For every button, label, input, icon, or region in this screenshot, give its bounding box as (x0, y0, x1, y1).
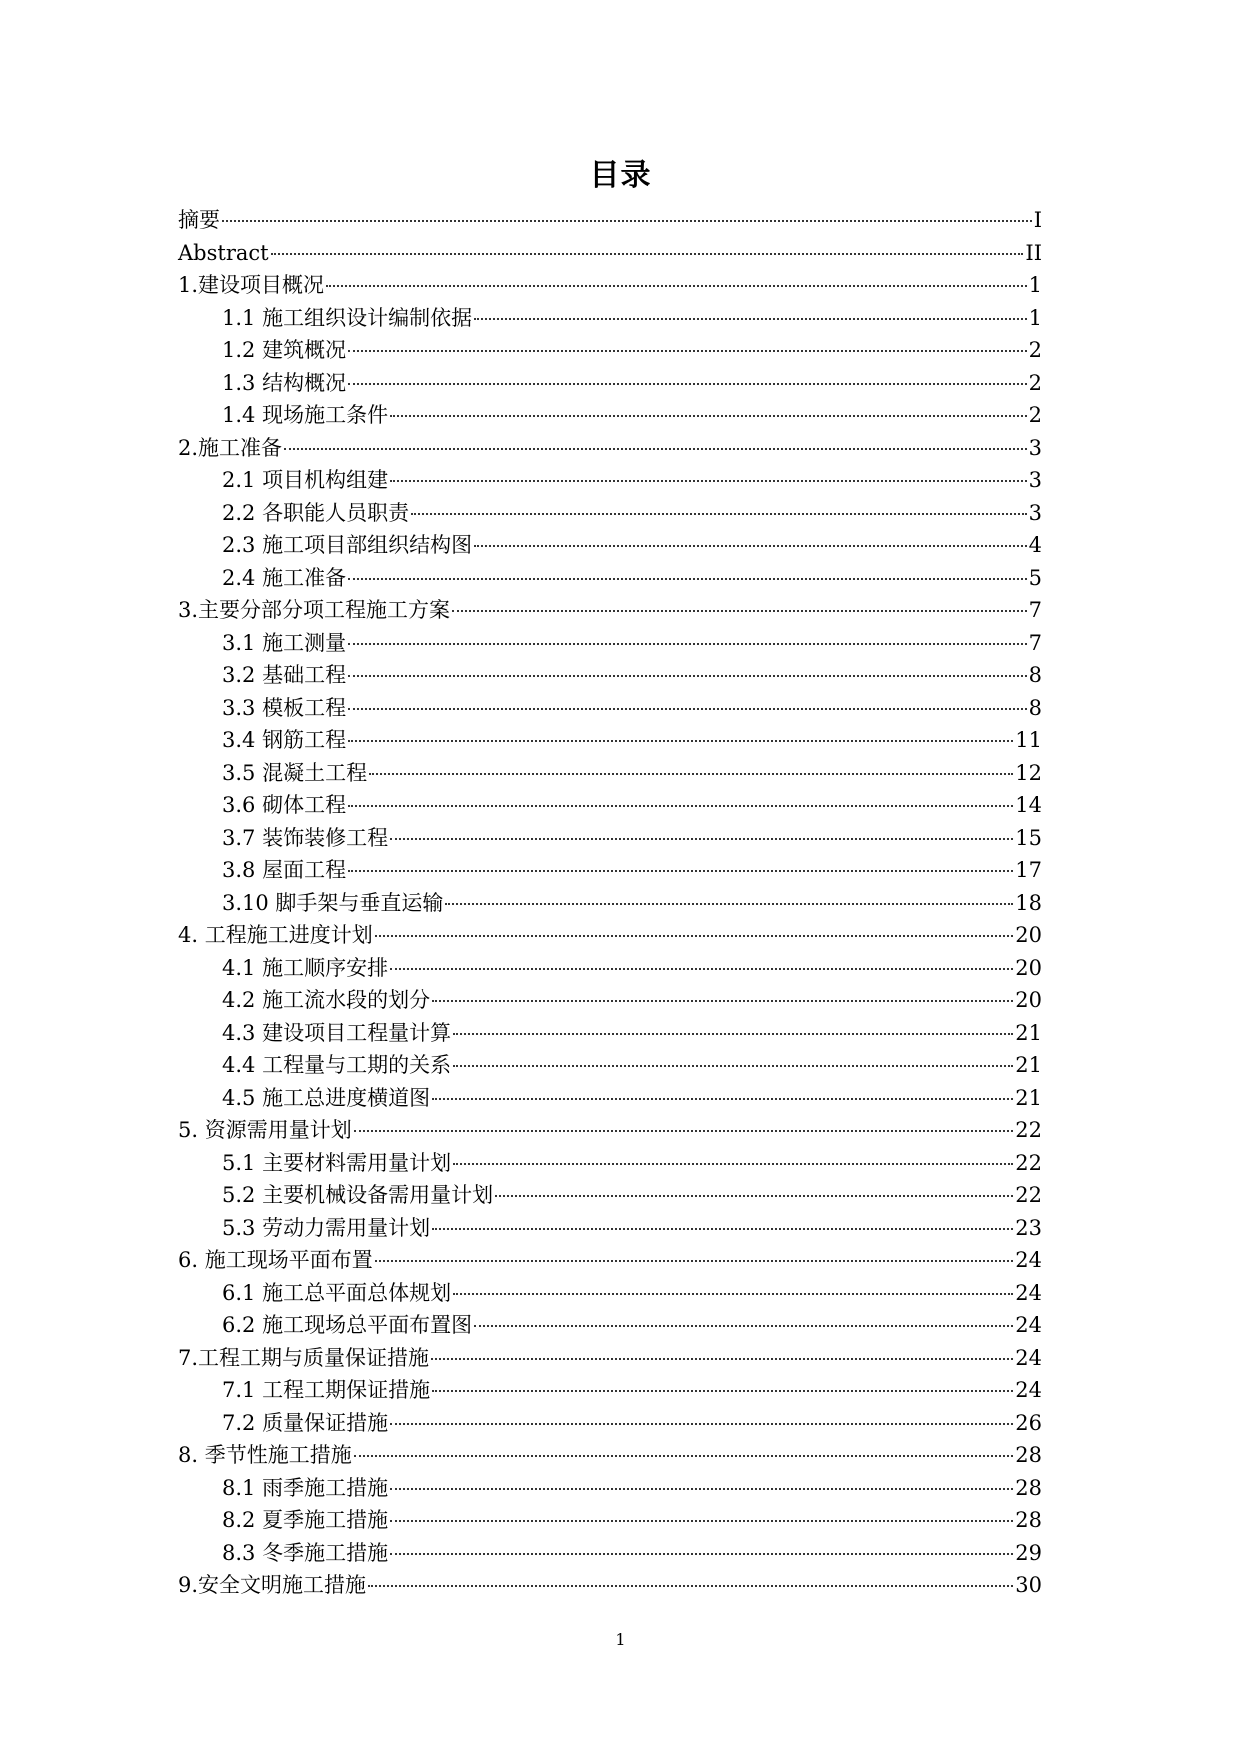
toc-entry[interactable] (178, 204, 1042, 237)
dot-leader (375, 934, 1014, 937)
toc-entry[interactable] (178, 497, 1042, 530)
dot-leader (222, 219, 1032, 222)
toc-entry[interactable] (178, 724, 1042, 757)
toc-entry[interactable] (178, 1277, 1042, 1310)
toc-entry-page-number: 24 (1015, 1313, 1042, 1337)
dot-leader (474, 317, 1027, 320)
dot-leader (390, 1487, 1013, 1490)
toc-entry[interactable] (178, 1244, 1042, 1277)
toc-entry-page-number: 22 (1015, 1183, 1042, 1207)
toc-entry[interactable] (178, 334, 1042, 367)
toc-entry-page-number: 18 (1015, 890, 1042, 915)
toc-entry-label: 1.4 现场施工条件 (222, 403, 389, 427)
dot-leader (432, 1227, 1013, 1230)
dot-leader (390, 1519, 1013, 1522)
toc-entry[interactable] (178, 399, 1042, 432)
dot-leader (348, 674, 1027, 677)
toc-entry[interactable] (178, 822, 1042, 855)
toc-entry[interactable] (178, 627, 1042, 660)
toc-entry-label: 1.3 结构概况 (222, 370, 347, 395)
toc-entry-label: 4. 工程施工进度计划 (178, 923, 373, 947)
toc-entry[interactable] (178, 984, 1042, 1017)
dot-leader (348, 707, 1027, 710)
toc-entry[interactable] (178, 432, 1042, 465)
dot-leader (474, 544, 1027, 547)
toc-entry[interactable] (178, 1407, 1042, 1440)
toc-entry[interactable] (178, 237, 1042, 270)
toc-entry-page-number: 28 (1015, 1508, 1042, 1532)
dot-leader (431, 1357, 1013, 1360)
toc-entry-page-number: 23 (1015, 1215, 1042, 1240)
dot-leader (390, 414, 1027, 417)
toc-entry-label: 8. 季节性施工措施 (178, 1443, 352, 1467)
dot-leader (348, 642, 1027, 645)
dot-leader (354, 1129, 1014, 1132)
toc-entry-page-number: 21 (1015, 1020, 1042, 1045)
dot-leader (348, 349, 1027, 352)
toc-entry-label: 6.2 施工现场总平面布置图 (222, 1313, 473, 1337)
toc-entry-label: 1.建设项目概况 (178, 273, 325, 297)
toc-entry[interactable] (178, 367, 1042, 400)
dot-leader (390, 1422, 1013, 1425)
toc-entry-page-number: 11 (1015, 728, 1042, 752)
toc-entry-label: 2.1 项目机构组建 (222, 468, 389, 492)
toc-entry[interactable] (178, 692, 1042, 725)
dot-leader (452, 609, 1027, 612)
toc-entry-label: 5.2 主要机械设备需用量计划 (222, 1183, 494, 1207)
toc-entry[interactable] (178, 302, 1042, 335)
toc-entry-label: 2.施工准备 (178, 435, 283, 460)
dot-leader (271, 252, 1024, 255)
toc-entry-page-number: 28 (1015, 1443, 1042, 1467)
toc-entry[interactable] (178, 594, 1042, 627)
dot-leader (432, 999, 1013, 1002)
toc-entry-page-number: 7 (1028, 630, 1042, 655)
toc-entry[interactable] (178, 789, 1042, 822)
toc-entry-page-number: 28 (1015, 1475, 1042, 1500)
toc-entry-label: 7.2 质量保证措施 (222, 1410, 389, 1435)
dot-leader (453, 1032, 1013, 1035)
toc-entry-label: 2.3 施工项目部组织结构图 (222, 533, 473, 557)
toc-entry-page-number: 2 (1028, 370, 1042, 395)
toc-entry-label: 6. 施工现场平面布置 (178, 1248, 373, 1272)
dot-leader (445, 902, 1013, 905)
dot-leader (390, 967, 1013, 970)
toc-entry-label: 4.5 施工总进度横道图 (222, 1085, 431, 1110)
toc-entry-label: 7.工程工期与质量保证措施 (178, 1345, 430, 1370)
toc-entry-label: 4.1 施工顺序安排 (222, 955, 389, 980)
toc-entry-label: 2.2 各职能人员职责 (222, 500, 410, 525)
dot-leader (390, 1552, 1013, 1555)
toc-entry-page-number: 24 (1015, 1345, 1042, 1370)
toc-entry[interactable] (178, 757, 1042, 790)
toc-entry-page-number: 21 (1015, 1053, 1042, 1077)
toc-entry-label: 3.主要分部分项工程施工方案 (178, 598, 451, 622)
toc-entry-page-number: 12 (1015, 760, 1042, 785)
toc-entry-page-number: 3 (1028, 435, 1042, 460)
toc-entry-label: 1.2 建筑概况 (222, 338, 347, 362)
toc-entry[interactable] (178, 1569, 1042, 1602)
toc-entry[interactable] (178, 1212, 1042, 1245)
toc-entry[interactable] (178, 854, 1042, 887)
toc-entry-page-number: II (1025, 240, 1042, 265)
toc-entry-label: 4.2 施工流水段的划分 (222, 988, 431, 1012)
toc-entry[interactable] (178, 952, 1042, 985)
toc-entry[interactable] (178, 919, 1042, 952)
toc-entry-label: 5. 资源需用量计划 (178, 1118, 352, 1142)
toc-entry[interactable] (178, 464, 1042, 497)
dot-leader (453, 1064, 1013, 1067)
toc-entry[interactable] (178, 1472, 1042, 1505)
toc-entry-label: 1.1 施工组织设计编制依据 (222, 305, 473, 330)
toc-entry-label: 3.10 脚手架与垂直运输 (222, 890, 444, 915)
dot-leader (326, 284, 1027, 287)
toc-entry[interactable] (178, 1049, 1042, 1082)
toc-entry-page-number: 15 (1015, 825, 1042, 850)
dot-leader (375, 1259, 1014, 1262)
toc-entry-label: 3.4 钢筋工程 (222, 728, 347, 752)
toc-entry-page-number: 20 (1015, 955, 1042, 980)
toc-entry[interactable] (178, 1147, 1042, 1180)
dot-leader (432, 1097, 1013, 1100)
toc-entry-label: 4.4 工程量与工期的关系 (222, 1053, 452, 1077)
toc-entry-page-number: 24 (1015, 1248, 1042, 1272)
toc-entry-page-number: 4 (1028, 533, 1042, 557)
toc-entry-page-number: 21 (1015, 1085, 1042, 1110)
toc-entry-page-number: 24 (1015, 1378, 1042, 1402)
toc-entry[interactable] (178, 1017, 1042, 1050)
toc-entry-label: 7.1 工程工期保证措施 (222, 1378, 431, 1402)
dot-leader (368, 1584, 1013, 1587)
dot-leader (390, 837, 1013, 840)
toc-entry-page-number: 14 (1015, 793, 1042, 817)
page-title: 目录 (589, 158, 652, 193)
toc-entry-page-number: 20 (1015, 988, 1042, 1012)
dot-leader (348, 577, 1027, 580)
table-of-contents (178, 204, 1042, 1602)
toc-entry-label: 3.6 砌体工程 (222, 793, 347, 817)
toc-entry-label: 3.1 施工测量 (222, 630, 347, 655)
dot-leader (354, 1454, 1014, 1457)
dot-leader (411, 512, 1027, 515)
toc-entry[interactable] (178, 1342, 1042, 1375)
toc-entry-page-number: 7 (1028, 598, 1042, 622)
toc-entry[interactable] (178, 1504, 1042, 1537)
toc-entry[interactable] (178, 269, 1042, 302)
toc-entry-label: 4.3 建设项目工程量计算 (222, 1020, 452, 1045)
toc-entry-page-number: 30 (1015, 1573, 1042, 1597)
toc-entry-page-number: 8 (1028, 663, 1042, 687)
toc-entry-label: Abstract (178, 240, 269, 265)
toc-entry-page-number: 2 (1028, 338, 1042, 362)
toc-entry[interactable] (178, 1179, 1042, 1212)
toc-entry[interactable] (178, 562, 1042, 595)
dot-leader (369, 772, 1013, 775)
toc-entry-label: 5.1 主要材料需用量计划 (222, 1150, 452, 1175)
toc-entry[interactable] (178, 529, 1042, 562)
dot-leader (432, 1389, 1013, 1392)
page-number: 1 (615, 1630, 626, 1649)
toc-entry-page-number: 20 (1015, 923, 1042, 947)
toc-entry-label: 3.8 屋面工程 (222, 858, 347, 882)
toc-entry-page-number: 3 (1028, 468, 1042, 492)
toc-entry[interactable] (178, 1114, 1042, 1147)
toc-entry-label: 3.3 模板工程 (222, 695, 347, 720)
dot-leader (348, 739, 1013, 742)
toc-entry-label: 8.2 夏季施工措施 (222, 1508, 389, 1532)
toc-entry-label: 3.2 基础工程 (222, 663, 347, 687)
toc-entry[interactable] (178, 887, 1042, 920)
toc-entry-page-number: I (1033, 208, 1042, 232)
dot-leader (284, 447, 1027, 450)
toc-entry-page-number: 26 (1015, 1410, 1042, 1435)
dot-leader (348, 869, 1013, 872)
toc-entry[interactable] (178, 1082, 1042, 1115)
toc-entry-label: 3.5 混凝土工程 (222, 760, 368, 785)
toc-entry-label: 3.7 装饰装修工程 (222, 825, 389, 850)
dot-leader (348, 804, 1013, 807)
toc-entry-page-number: 1 (1028, 273, 1042, 297)
toc-entry-page-number: 2 (1028, 403, 1042, 427)
toc-entry[interactable] (178, 1374, 1042, 1407)
toc-entry-page-number: 8 (1028, 695, 1042, 720)
toc-entry[interactable] (178, 1309, 1042, 1342)
toc-entry-page-number: 1 (1028, 305, 1042, 330)
dot-leader (495, 1194, 1013, 1197)
dot-leader (453, 1292, 1013, 1295)
toc-entry-label: 6.1 施工总平面总体规划 (222, 1280, 452, 1305)
dot-leader (474, 1324, 1013, 1327)
dot-leader (390, 479, 1027, 482)
toc-entry[interactable] (178, 1537, 1042, 1570)
toc-entry-label: 2.4 施工准备 (222, 565, 347, 590)
toc-entry-page-number: 22 (1015, 1150, 1042, 1175)
toc-entry-label: 8.3 冬季施工措施 (222, 1540, 389, 1565)
toc-entry-label: 9.安全文明施工措施 (178, 1573, 367, 1597)
toc-entry-label: 5.3 劳动力需用量计划 (222, 1215, 431, 1240)
toc-entry[interactable] (178, 1439, 1042, 1472)
toc-entry-page-number: 17 (1015, 858, 1042, 882)
toc-entry-page-number: 24 (1015, 1280, 1042, 1305)
toc-entry-label: 摘要 (178, 208, 220, 232)
dot-leader (348, 382, 1027, 385)
toc-entry-page-number: 29 (1015, 1540, 1042, 1565)
toc-entry[interactable] (178, 659, 1042, 692)
toc-entry-label: 8.1 雨季施工措施 (222, 1475, 389, 1500)
toc-entry-page-number: 22 (1015, 1118, 1042, 1142)
toc-entry-page-number: 3 (1028, 500, 1042, 525)
toc-entry-page-number: 5 (1028, 565, 1042, 590)
dot-leader (453, 1162, 1013, 1165)
